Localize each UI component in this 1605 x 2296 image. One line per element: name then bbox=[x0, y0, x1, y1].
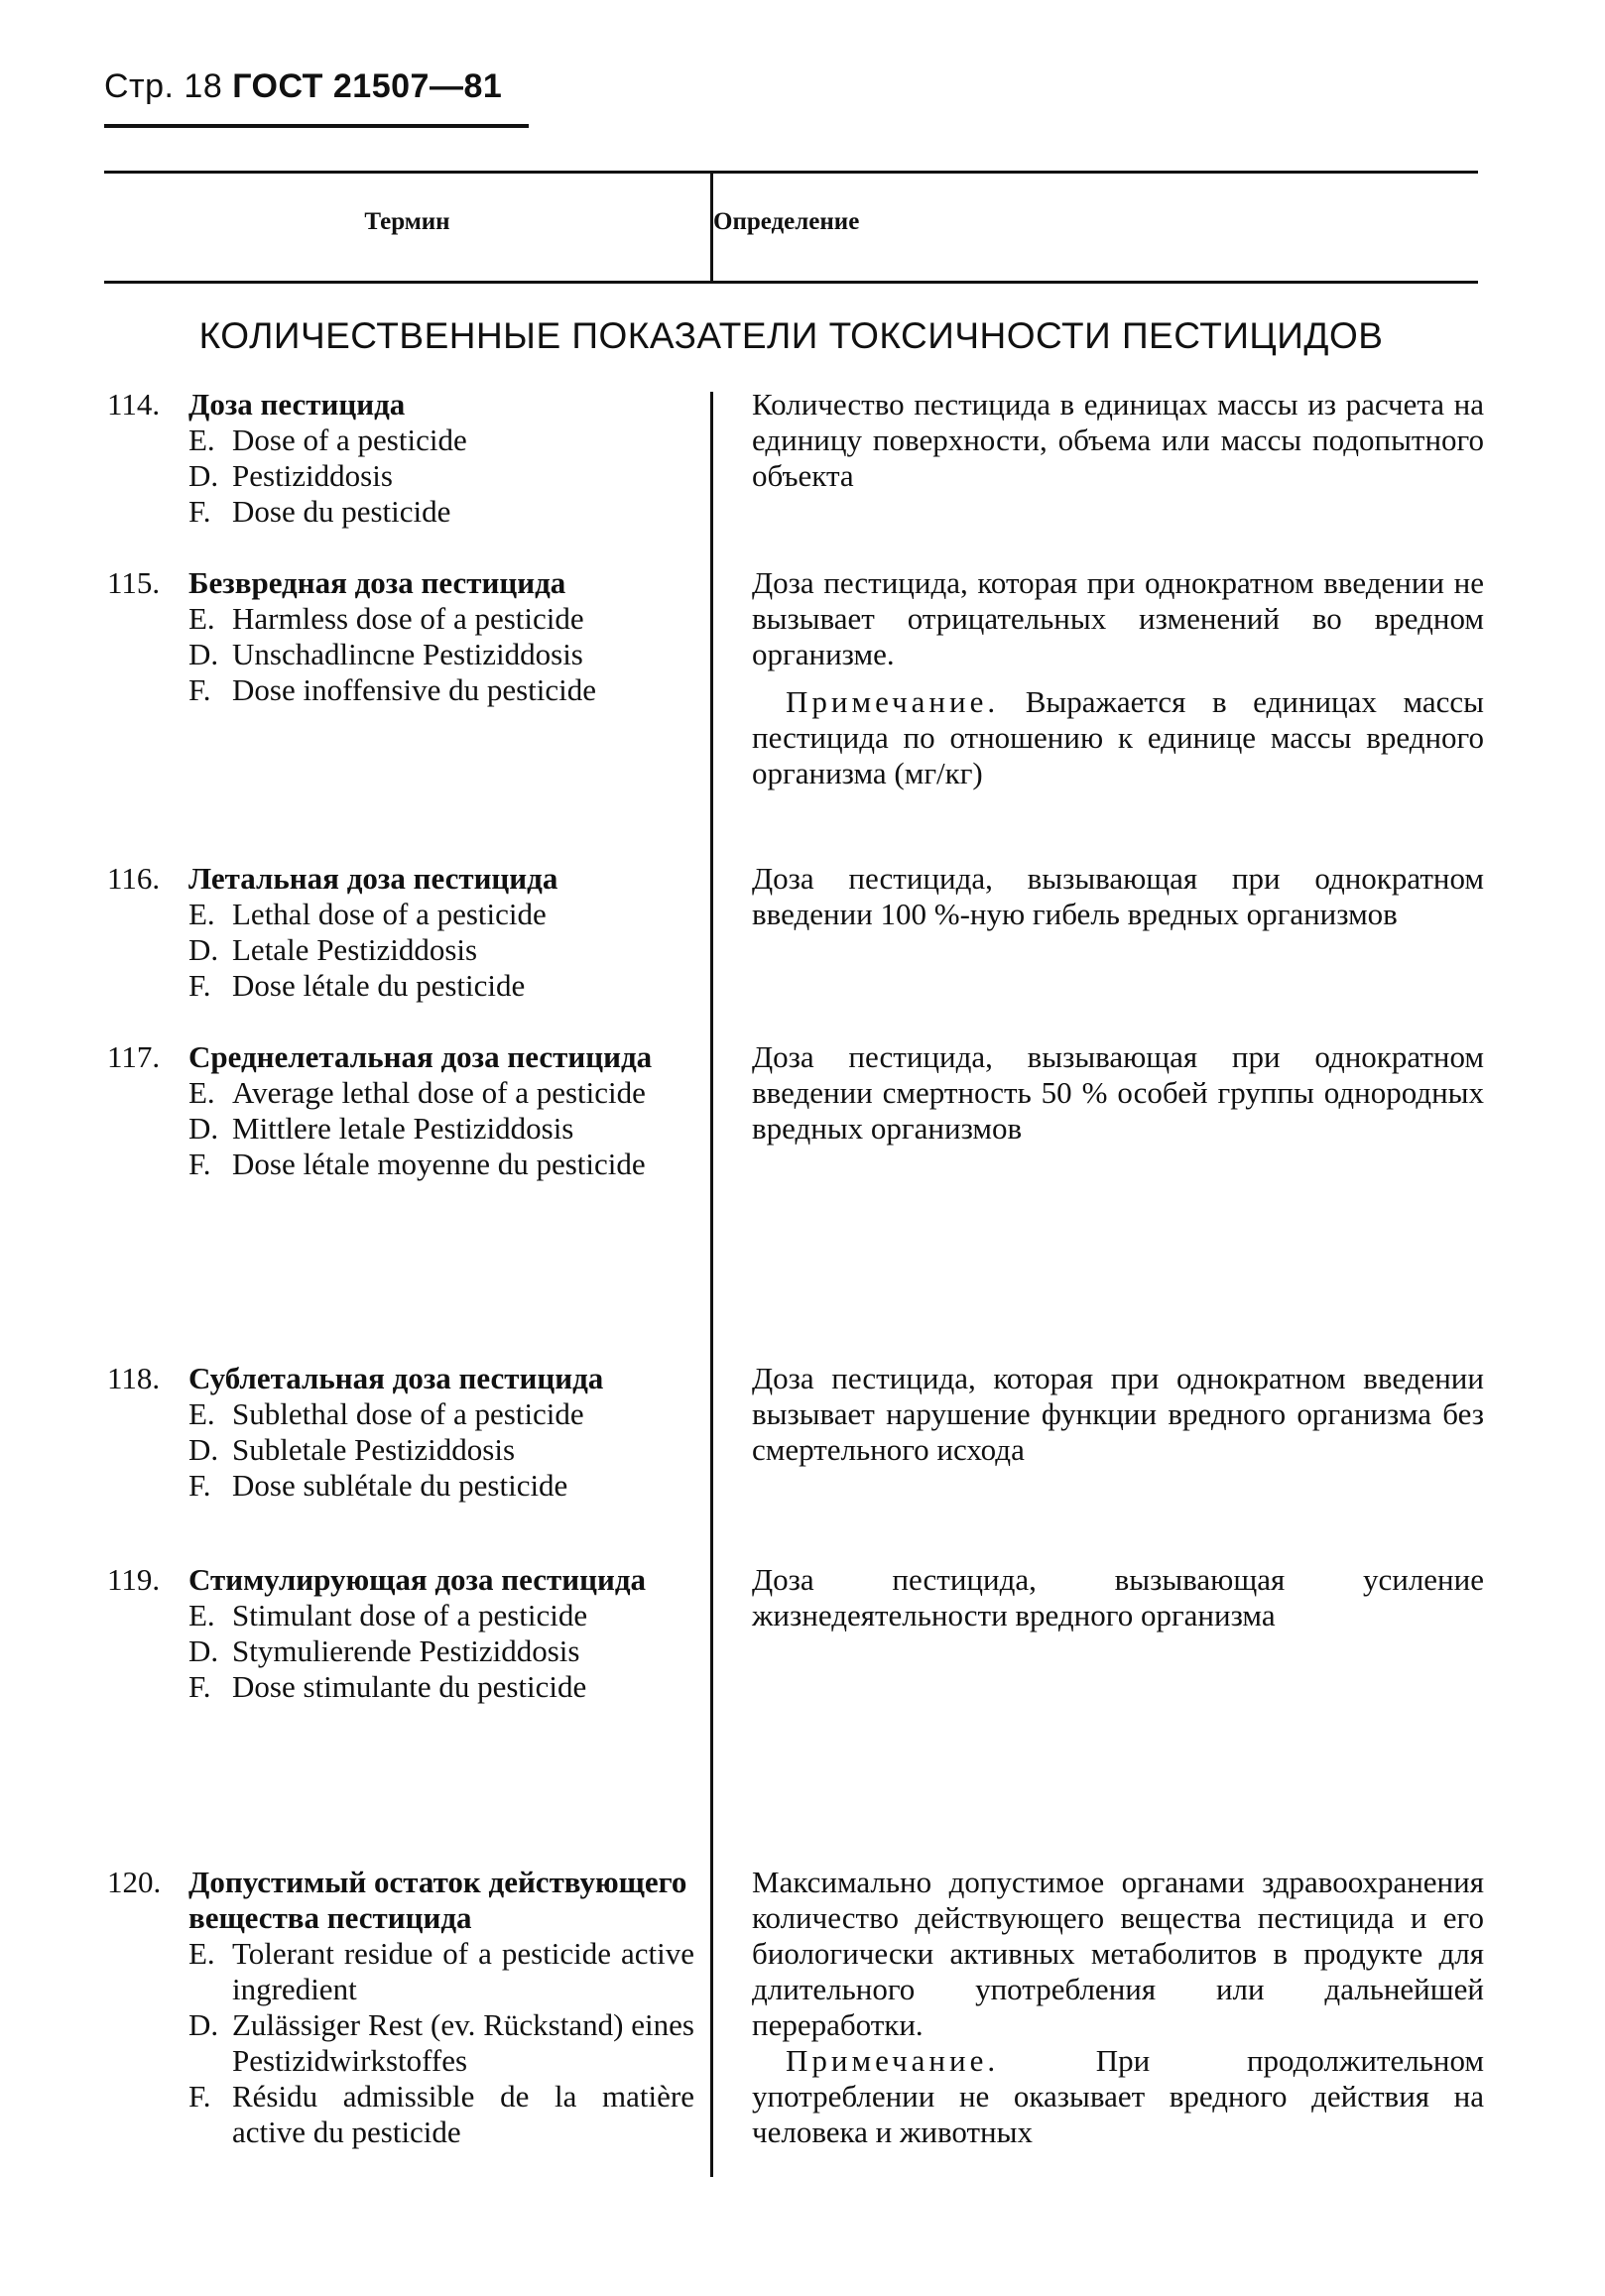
term-entry-118 bbox=[107, 1361, 694, 1504]
term-en-text: Sublethal dose of a pesticide bbox=[232, 1396, 584, 1431]
lang-label: F. bbox=[188, 2079, 211, 2114]
term-en-text: Lethal dose of a pesticide bbox=[232, 897, 547, 931]
term-de bbox=[188, 637, 694, 672]
term-de-text: Zulässiger Rest (ev. Rückstand) eines Pestizidwirkstoffes bbox=[232, 2007, 694, 2078]
term-de bbox=[188, 458, 694, 494]
term-de-text: Mittlere letale Pestiziddosis bbox=[232, 1111, 574, 1146]
term-ru: Доза пестицида bbox=[188, 387, 406, 422]
term-number: 117. bbox=[107, 1039, 161, 1074]
term-number: 119. bbox=[107, 1562, 161, 1597]
term-en-text: Average lethal dose of a pesticide bbox=[232, 1075, 646, 1110]
lang-label: E. bbox=[188, 897, 215, 931]
term-en-text: Stimulant dose of a pesticide bbox=[232, 1598, 588, 1632]
term-entry-120 bbox=[107, 1865, 694, 2150]
page-header bbox=[104, 67, 502, 106]
lang-label: F. bbox=[188, 1468, 211, 1503]
term-fr-text: Dose létale du pesticide bbox=[232, 968, 526, 1003]
term-ru: Среднелетальная доза пестицида bbox=[188, 1039, 653, 1074]
term-entry-117 bbox=[107, 1039, 694, 1182]
term-fr-text: Dose létale moyenne du pesticide bbox=[232, 1147, 646, 1181]
term-number: 120. bbox=[107, 1865, 162, 1899]
lang-label: E. bbox=[188, 1936, 215, 1971]
lang-label: F. bbox=[188, 1669, 211, 1704]
term-de-text: Unschadlincne Pestiziddosis bbox=[232, 637, 583, 671]
term-en bbox=[188, 1075, 694, 1111]
term-fr bbox=[188, 1468, 694, 1504]
term-fr bbox=[188, 968, 694, 1004]
column-divider bbox=[710, 392, 713, 2177]
definition-115: Доза пестицида, которая при однократном введении не вызывает отрицательных изменений во вредном организме. bbox=[752, 565, 1484, 671]
term-fr bbox=[188, 672, 694, 708]
term-de-text: Pestiziddosis bbox=[232, 458, 393, 493]
lang-label: D. bbox=[188, 2007, 219, 2042]
term-fr-text: Dose du pesticide bbox=[232, 494, 451, 529]
page-label: Стр. 18 bbox=[104, 67, 223, 105]
term-entry-116 bbox=[107, 861, 694, 1004]
term-de bbox=[188, 1633, 694, 1669]
term-entry-115 bbox=[107, 565, 694, 708]
definition-116: Доза пестицида, вызывающая при однократном введении 100 %-ную гибель вредных организмов bbox=[752, 861, 1484, 931]
term-ru: Безвредная доза пестицида bbox=[188, 565, 566, 600]
term-en-text: Harmless dose of a pesticide bbox=[232, 601, 584, 636]
definition-119: Доза пестицида, вызывающая усиление жизнедеятельности вредного организма bbox=[752, 1562, 1484, 1632]
term-number: 116. bbox=[107, 861, 161, 896]
note-text: При продолжительном употреблении не оказывает вредного действия на человека и животных bbox=[752, 2043, 1485, 2149]
term-de bbox=[188, 932, 694, 968]
term-fr-text: Dose stimulante du pesticide bbox=[232, 1669, 587, 1704]
lang-label: D. bbox=[188, 1633, 219, 1668]
term-de-text: Subletale Pestiziddosis bbox=[232, 1432, 516, 1467]
term-en bbox=[188, 897, 694, 932]
lang-label: F. bbox=[188, 1147, 211, 1181]
term-en bbox=[188, 1396, 694, 1432]
term-en-text: Tolerant residue of a pesticide active ingredient bbox=[232, 1936, 694, 2006]
definition-117: Доза пестицида, вызывающая при однократном введении смертность 50 % особей группы однородных вредных организмов bbox=[752, 1039, 1484, 1146]
note-120 bbox=[752, 2043, 1484, 2150]
standard-number: ГОСТ 21507—81 bbox=[232, 67, 503, 105]
lang-label: D. bbox=[188, 458, 219, 493]
term-entry-119 bbox=[107, 1562, 694, 1705]
column-header-term: Термин bbox=[364, 208, 450, 235]
lang-label: F. bbox=[188, 672, 211, 707]
term-en bbox=[188, 1936, 694, 2007]
term-ru: Допустимый остаток действующего вещества пестицида bbox=[188, 1865, 687, 1935]
term-fr bbox=[188, 2079, 694, 2150]
term-en-text: Dose of a pesticide bbox=[232, 423, 467, 457]
term-number: 118. bbox=[107, 1361, 161, 1395]
definition-120: Максимально допустимое органами здравоохранения количество действующего вещества пестицида и его биологически активных метаболитов в продукте для длительного употребления или дальнейшей переработки. bbox=[752, 1865, 1484, 2042]
term-de bbox=[188, 1111, 694, 1147]
lang-label: D. bbox=[188, 932, 219, 967]
term-fr bbox=[188, 1669, 694, 1705]
lang-label: E. bbox=[188, 1075, 215, 1110]
column-header-definition: Определение bbox=[713, 208, 860, 235]
lang-label: D. bbox=[188, 637, 219, 671]
table-top-rule bbox=[104, 171, 1478, 174]
note-text: Выражается в единицах массы пестицида по отношению к единице массы вредного организма (мг/кг) bbox=[752, 684, 1484, 790]
lang-label: F. bbox=[188, 494, 211, 529]
section-title: КОЛИЧЕСТВЕННЫЕ ПОКАЗАТЕЛИ ТОКСИЧНОСТИ ПЕСТИЦИДОВ bbox=[198, 315, 1384, 356]
term-fr-text: Dose inoffensive du pesticide bbox=[232, 672, 597, 707]
lang-label: E. bbox=[188, 1396, 215, 1431]
note-label: Примечание. bbox=[786, 684, 1000, 719]
note-115 bbox=[752, 684, 1484, 791]
term-number: 115. bbox=[107, 565, 161, 600]
term-fr bbox=[188, 494, 694, 530]
lang-label: D. bbox=[188, 1111, 219, 1146]
term-ru: Сублетальная доза пестицида bbox=[188, 1361, 604, 1395]
term-fr bbox=[188, 1147, 694, 1182]
term-ru: Летальная доза пестицида bbox=[188, 861, 558, 896]
term-en bbox=[188, 601, 694, 637]
header-underline bbox=[104, 124, 529, 128]
term-ru: Стимулирующая доза пестицида bbox=[188, 1562, 647, 1597]
term-de bbox=[188, 2007, 694, 2079]
term-number: 114. bbox=[107, 387, 161, 422]
lang-label: F. bbox=[188, 968, 211, 1003]
term-de bbox=[188, 1432, 694, 1468]
term-fr-text: Résidu admissible de la matière active du pesticide bbox=[232, 2079, 694, 2149]
lang-label: E. bbox=[188, 423, 215, 457]
term-en bbox=[188, 1598, 694, 1633]
table-header-bottom-rule bbox=[104, 281, 1478, 284]
lang-label: D. bbox=[188, 1432, 219, 1467]
lang-label: E. bbox=[188, 601, 215, 636]
note-label: Примечание. bbox=[786, 2043, 1000, 2078]
term-fr-text: Dose sublétale du pesticide bbox=[232, 1468, 568, 1503]
term-en bbox=[188, 423, 694, 458]
definition-118: Доза пестицида, которая при однократном введении вызывает нарушение функции вредного организма без смертельного исхода bbox=[752, 1361, 1484, 1467]
term-entry-114 bbox=[107, 387, 694, 530]
term-de-text: Stymulierende Pestiziddosis bbox=[232, 1633, 580, 1668]
term-de-text: Letale Pestiziddosis bbox=[232, 932, 478, 967]
definition-114: Количество пестицида в единицах массы из расчета на единицу поверхности, объема или массы подопытного объекта bbox=[752, 387, 1484, 493]
lang-label: E. bbox=[188, 1598, 215, 1632]
